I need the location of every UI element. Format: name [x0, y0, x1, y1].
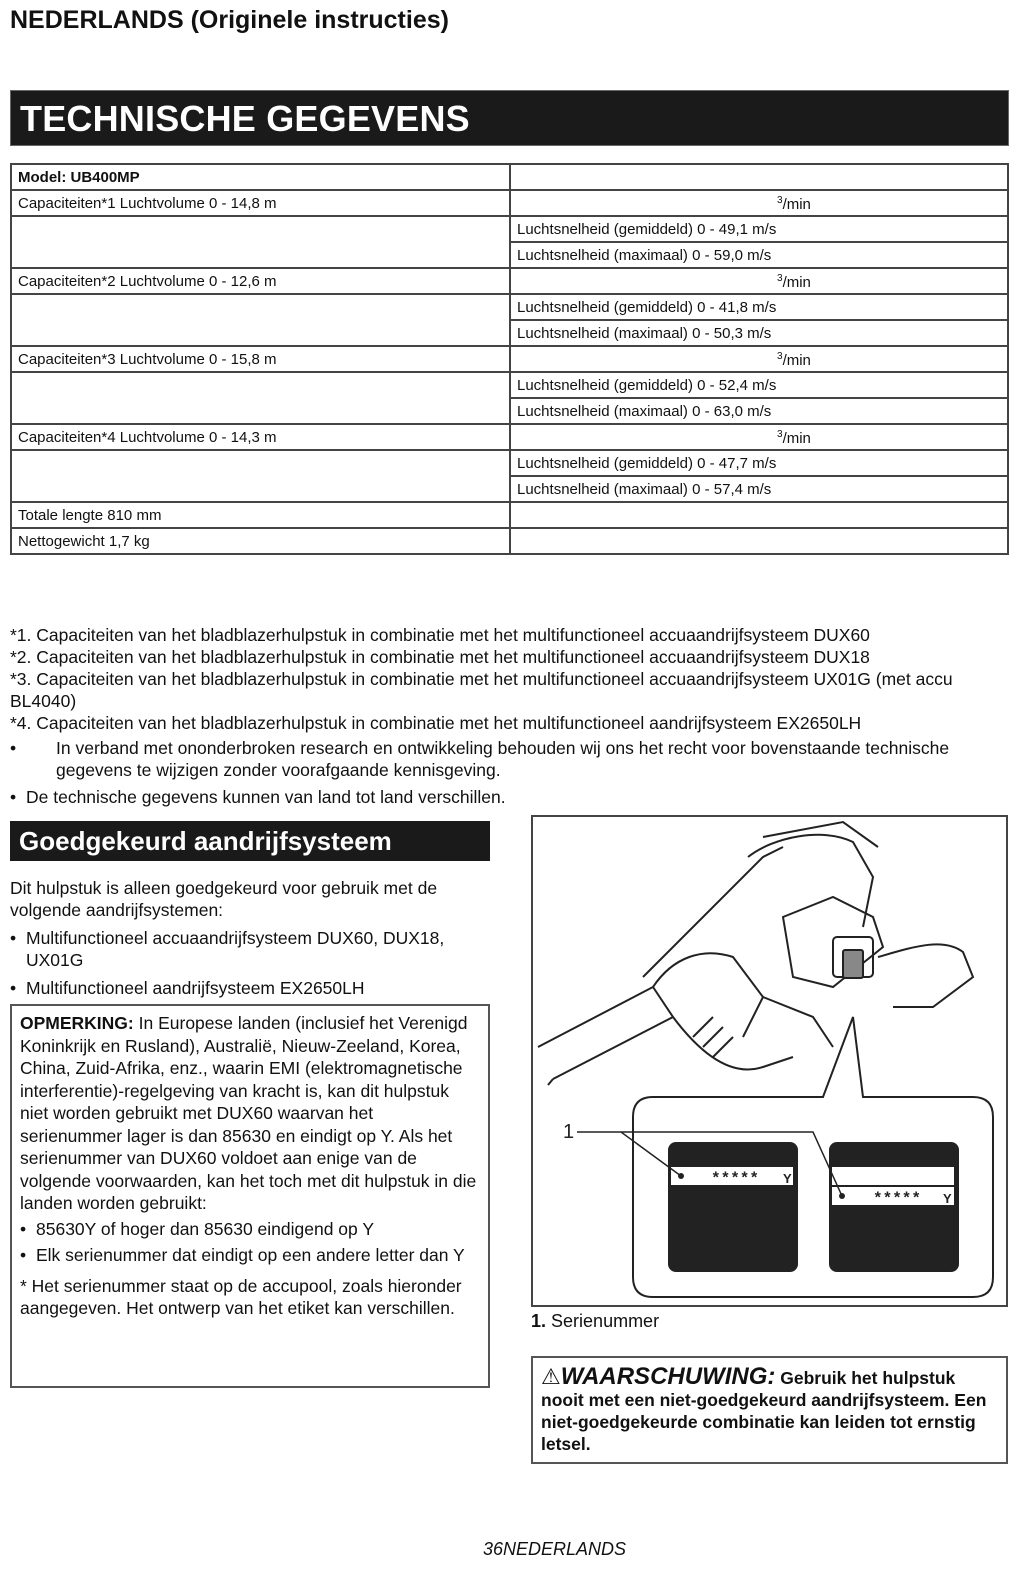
note-label: OPMERKING:: [20, 1013, 134, 1033]
avg-speed-cell: Luchtsnelheid (gemiddeld) 0 - 52,4 m/s: [510, 372, 1008, 398]
list-item: • 85630Y of hoger dan 85630 eindigend op Y: [20, 1218, 374, 1239]
page-footer: [0, 1539, 1029, 1560]
note-box: [10, 1004, 490, 1388]
volume-cell: Capaciteiten*3 Luchtvolume 0 - 15,8 m: [11, 346, 510, 372]
table-row: [11, 164, 1008, 190]
serial-suffix: Y: [783, 1171, 792, 1186]
list-item: • Multifunctioneel aandrijfsysteem EX2650LH: [10, 978, 365, 998]
approved-intro: Dit hulpstuk is alleen goedgekeurd voor gebruik met de volgende aandrijfsystemen: • Multifunctioneel accuaandrijfsysteem DUX60, DUX18, UX01G • Multifunctioneel aandrijfsysteem EX2650LH: [10, 877, 490, 999]
figure-caption: 1. Serienummer: [531, 1311, 660, 1331]
table-row: [11, 372, 1008, 398]
note-text: In Europese landen (inclusief het Verenigd Koninkrijk en Rusland), Australië, Nieuw-Zeeland, Korea, China, Zuid-Afrika, enz., waarin EMI (elektromagnetische interferentie)-regelgeving van kracht is, kan dit hulpstuk niet worden gebruikt met DUX60 waarvan het serienummer lager is dan 85630 en eindigt op Y. Als het serienummer van DUX60 voldoet aan enige van de volgende voorwaarden, kan het toch met dit hulpstuk in die landen worden gebruikt:: [20, 1013, 477, 1213]
footnotes: [10, 624, 1015, 808]
table-row: [11, 294, 1008, 320]
table-row: [11, 502, 1008, 528]
warning-title: WAARSCHUWING:: [560, 1363, 776, 1390]
list-item: • Multifunctioneel accuaandrijfsysteem DUX60, DUX18, UX01G: [10, 928, 445, 970]
tool-illustration: [533, 817, 1006, 1305]
callout-number: 1: [563, 1121, 575, 1143]
unit-cell: $^3$/min: [510, 268, 1008, 294]
unit-cell: $^3$/min: [510, 190, 1008, 216]
page-number: 36: [482, 1539, 503, 1559]
serial-suffix: Y: [943, 1191, 952, 1206]
footer-language: NEDERLANDS: [503, 1539, 627, 1559]
volume-cell: Capaciteiten*1 Luchtvolume 0 - 14,8 m: [11, 190, 510, 216]
volume-cell: Capaciteiten*2 Luchtvolume 0 - 12,6 m: [11, 268, 510, 294]
footnote: *2. Capaciteiten van het bladblazerhulpstuk in combinatie met het multifunctioneel accuaandrijfsysteem DUX18: [10, 647, 870, 667]
max-speed-cell: Luchtsnelheid (maximaal) 0 - 50,3 m/s: [510, 320, 1008, 346]
section-title-approved: Goedgekeurd aandrijfsysteem: [10, 821, 490, 861]
length-cell: Totale lengte 810 mm: [11, 502, 510, 528]
section-title-specs: TECHNISCHE GEGEVENS: [10, 90, 1009, 146]
table-row: [11, 450, 1008, 476]
warning-text: Gebruik het hulpstuk nooit met een niet-goedgekeurd aandrijfsysteem. Een niet-goedgekeurde combinatie kan leiden tot ernstig letsel.: [541, 1368, 987, 1454]
avg-speed-cell: Luchtsnelheid (gemiddeld) 0 - 47,7 m/s: [510, 450, 1008, 476]
warning-icon: ⚠: [541, 1364, 561, 1389]
serial-text: *****: [873, 1190, 922, 1208]
footnote: *3. Capaciteiten van het bladblazerhulpstuk in combinatie met het multifunctioneel accuaandrijfsysteem UX01G (met accu BL4040): [10, 669, 953, 711]
max-speed-cell: Luchtsnelheid (maximaal) 0 - 63,0 m/s: [510, 398, 1008, 424]
list-item: • De technische gegevens kunnen van land tot land verschillen.: [10, 787, 506, 807]
model-cell: Model: UB400MP: [11, 164, 510, 190]
volume-cell: Capaciteiten*4 Luchtvolume 0 - 14,3 m: [11, 424, 510, 450]
serial-number-figure: [531, 815, 1008, 1307]
table-row: [11, 190, 1008, 216]
list-item: • Elk serienummer dat eindigt op een andere letter dan Y: [20, 1245, 465, 1265]
footnote: *1. Capaciteiten van het bladblazerhulpstuk in combinatie met het multifunctioneel accuaandrijfsysteem DUX60: [10, 625, 870, 645]
max-speed-cell: Luchtsnelheid (maximaal) 0 - 59,0 m/s: [510, 242, 1008, 268]
table-row: [11, 346, 1008, 372]
serial-text: *****: [711, 1170, 760, 1188]
specs-table: [10, 163, 1009, 555]
unit-cell: $^3$/min: [510, 424, 1008, 450]
footnote: *4. Capaciteiten van het bladblazerhulpstuk in combinatie met het multifunctioneel aandrijfsysteem EX2650LH: [10, 713, 862, 733]
avg-speed-cell: Luchtsnelheid (gemiddeld) 0 - 49,1 m/s: [510, 216, 1008, 242]
table-row: [11, 528, 1008, 554]
warning-box: [531, 1356, 1008, 1464]
unit-cell: $^3$/min: [510, 346, 1008, 372]
table-row: [11, 216, 1008, 242]
weight-cell: Nettogewicht 1,7 kg: [11, 528, 510, 554]
language-title: NEDERLANDS (Originele instructies): [10, 6, 449, 34]
max-speed-cell: Luchtsnelheid (maximaal) 0 - 57,4 m/s: [510, 476, 1008, 502]
table-row: [11, 424, 1008, 450]
avg-speed-cell: Luchtsnelheid (gemiddeld) 0 - 41,8 m/s: [510, 294, 1008, 320]
list-item: • In verband met ononderbroken research en ontwikkeling behouden wij ons het recht voor bovenstaande technische gegevens te wijzigen zonder voorafgaande kennisgeving.: [10, 738, 950, 780]
table-row: [11, 268, 1008, 294]
note-footer: * Het serienummer staat op de accupool, zoals hieronder aangegeven. Het ontwerp van het etiket kan verschillen.: [20, 1275, 462, 1318]
